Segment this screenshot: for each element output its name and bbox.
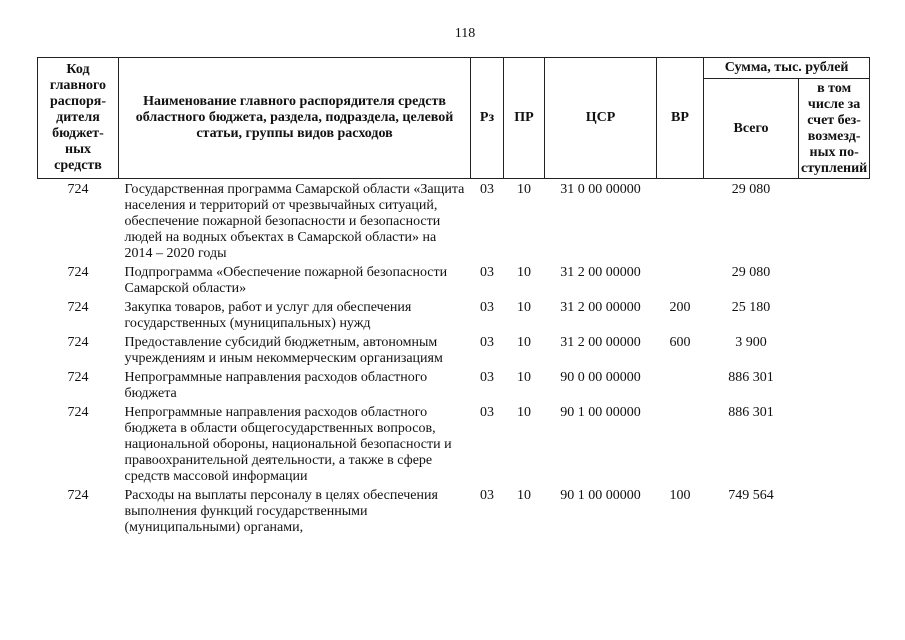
row-csr: 31 2 00 00000 <box>560 335 641 350</box>
row-pr: 10 <box>517 488 531 503</box>
row-free <box>799 370 870 405</box>
table-header <box>38 58 870 179</box>
header-csr: ЦСР <box>545 58 657 179</box>
row-name: Государственная программа Самарской области «Защита населения и территорий от чрезвычайных ситуаций, обеспечение пожарной безопасности и безопасности людей на водных объектах в Самарской области» на 2014 – 2020 годы <box>124 182 465 261</box>
row-csr: 90 1 00 00000 <box>560 405 641 420</box>
header-rz: Рз <box>471 58 504 179</box>
table-row <box>38 405 870 488</box>
row-vr <box>657 405 704 488</box>
row-rz: 03 <box>480 405 494 420</box>
row-total: 886 301 <box>728 370 774 385</box>
table-row <box>38 300 870 335</box>
header-free: в том числе за счет без-возмезд-ных по-ступлений <box>799 79 870 179</box>
row-free <box>799 488 870 539</box>
row-name: Закупка товаров, работ и услуг для обеспечения государственных (муниципальных) нужд <box>124 300 412 331</box>
row-code: 724 <box>67 265 89 280</box>
header-total: Всего <box>704 79 799 179</box>
row-rz: 03 <box>480 182 494 197</box>
row-vr: 600 <box>669 335 691 350</box>
table-row <box>38 488 870 539</box>
row-pr: 10 <box>517 370 531 385</box>
row-name: Непрограммные направления расходов областного бюджета в области общегосударственных вопросов, национальной обороны, национальной безопасности и правоохранительной деятельности, а также в сфере средств массовой информации <box>124 405 452 484</box>
row-csr: 31 0 00 00000 <box>560 182 641 197</box>
header-vr: ВР <box>657 58 704 179</box>
header-sum: Сумма, тыс. рублей <box>704 58 870 79</box>
row-total: 29 080 <box>731 182 771 197</box>
row-total: 3 900 <box>735 335 767 350</box>
row-rz: 03 <box>480 370 494 385</box>
row-vr: 200 <box>669 300 691 315</box>
row-rz: 03 <box>480 300 494 315</box>
row-total: 886 301 <box>728 405 774 420</box>
row-pr: 10 <box>517 182 531 197</box>
header-name: Наименование главного распорядителя средств областного бюджета, раздела, подраздела, целевой статьи, группы видов расходов <box>119 58 471 179</box>
row-code: 724 <box>67 405 89 420</box>
row-code: 724 <box>67 182 89 197</box>
row-free <box>799 265 870 300</box>
row-code: 724 <box>67 370 89 385</box>
row-total: 25 180 <box>731 300 771 315</box>
row-code: 724 <box>67 335 89 350</box>
row-rz: 03 <box>480 335 494 350</box>
table-row <box>38 179 870 266</box>
row-total: 29 080 <box>731 265 771 280</box>
row-free <box>799 300 870 335</box>
row-vr <box>657 179 704 266</box>
budget-table <box>37 57 870 539</box>
row-name: Предоставление субсидий бюджетным, автономным учреждениям и иным некоммерческим организациям <box>124 335 443 366</box>
page-number: 118 <box>454 26 476 41</box>
row-free <box>799 335 870 370</box>
row-free <box>799 179 870 266</box>
table-body <box>38 179 870 540</box>
row-name: Расходы на выплаты персоналу в целях обеспечения выполнения функций государственными (муниципальными) органами, <box>124 488 438 535</box>
row-name: Подпрограмма «Обеспечение пожарной безопасности Самарской области» <box>124 265 448 296</box>
row-total: 749 564 <box>728 488 774 503</box>
row-csr: 31 2 00 00000 <box>560 265 641 280</box>
row-code: 724 <box>67 300 89 315</box>
row-csr: 31 2 00 00000 <box>560 300 641 315</box>
row-free <box>799 405 870 488</box>
table-row <box>38 370 870 405</box>
row-vr: 100 <box>669 488 691 503</box>
header-code: Код главного распоря-дителя бюджет-ных средств <box>38 58 119 179</box>
row-code: 724 <box>67 488 89 503</box>
row-csr: 90 0 00 00000 <box>560 370 641 385</box>
row-csr: 90 1 00 00000 <box>560 488 641 503</box>
row-rz: 03 <box>480 488 494 503</box>
row-vr <box>657 265 704 300</box>
table-row <box>38 335 870 370</box>
row-rz: 03 <box>480 265 494 280</box>
header-pr: ПР <box>504 58 545 179</box>
row-pr: 10 <box>517 300 531 315</box>
row-pr: 10 <box>517 335 531 350</box>
table-row <box>38 265 870 300</box>
row-pr: 10 <box>517 265 531 280</box>
row-pr: 10 <box>517 405 531 420</box>
row-name: Непрограммные направления расходов областного бюджета <box>124 370 428 401</box>
row-vr <box>657 370 704 405</box>
